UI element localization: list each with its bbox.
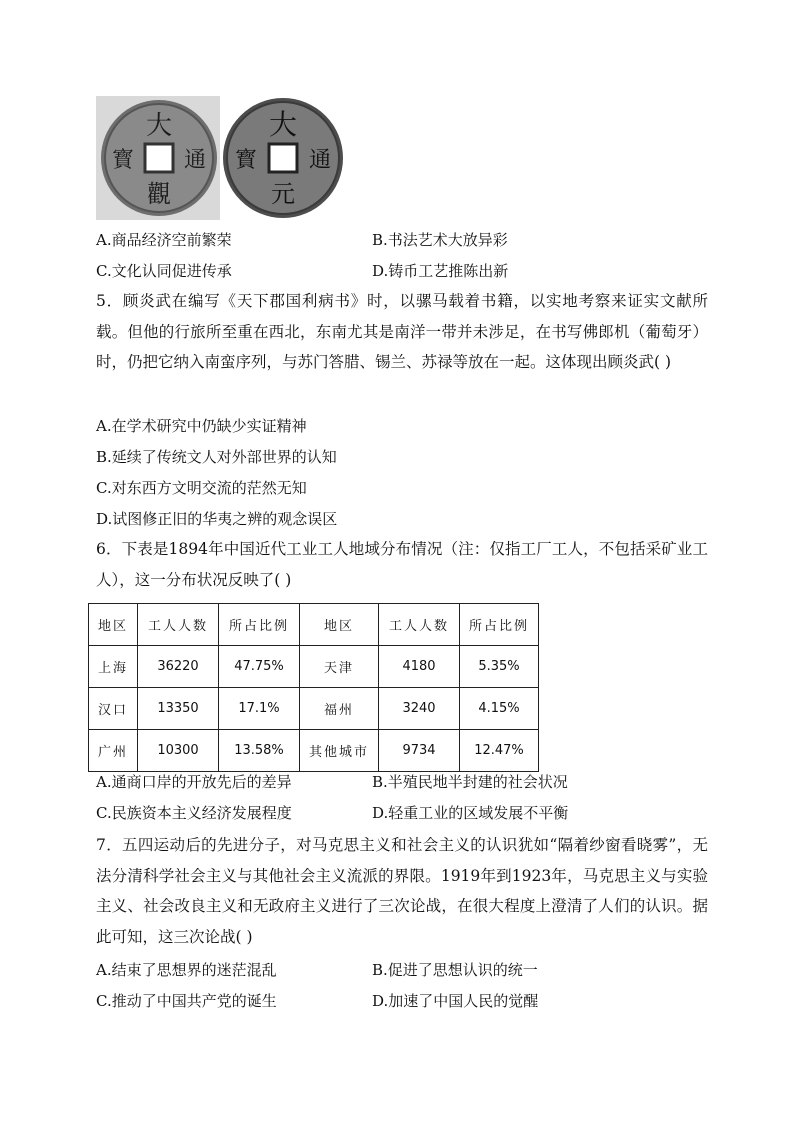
table-row	[89, 688, 539, 730]
header-cell: 工人人数	[379, 604, 460, 646]
q6-option-c[interactable]: C.民族资本主义经济发展程度	[96, 804, 292, 822]
table-cell: 47.75%	[219, 646, 300, 688]
q4-option-d[interactable]: D.铸币工艺推陈出新	[372, 262, 509, 280]
table-cell: 天津	[300, 646, 379, 688]
coin-photo-daguan	[96, 96, 222, 220]
coin-left-char-right: 通	[183, 148, 207, 173]
q5-option-a[interactable]: A.在学术研究中仍缺少实证精神	[96, 417, 307, 435]
coin-left-char-bottom: 觀	[147, 180, 171, 208]
q7-option-c[interactable]: C.推动了中国共产党的诞生	[96, 992, 277, 1010]
q7-stem: 7．五四运动后的先进分子，对马克思主义和社会主义的认识犹如“隔着纱窗看晓雾”，无法分清科学社会主义与其他社会主义流派的界限。1919年到1923年，马克思主义与实验主义、社会改良主义和无政府主义进行了三次论战，在很大程度上澄清了人们的认识。据此可知，这三次论战( )	[96, 836, 708, 946]
q7-option-a[interactable]: A.结束了思想界的迷茫混乱	[96, 961, 277, 979]
table-cell: 13350	[138, 688, 219, 730]
table-cell: 36220	[138, 646, 219, 688]
coin-right-char-bottom: 元	[271, 180, 295, 208]
table-cell: 9734	[379, 730, 460, 772]
table-cell: 汉口	[89, 688, 138, 730]
coin-dayuan-image	[220, 96, 346, 220]
q4-option-a[interactable]: A.商品经济空前繁荣	[96, 231, 232, 249]
q5-option-c[interactable]: C.对东西方文明交流的茫然无知	[96, 479, 307, 497]
header-cell: 地区	[300, 604, 379, 646]
table-cell: 4.15%	[460, 688, 539, 730]
worker-distribution-table	[88, 603, 539, 772]
q7-option-d[interactable]: D.加速了中国人民的觉醒	[372, 992, 539, 1010]
q6-option-b[interactable]: B.半殖民地半封建的社会状况	[372, 773, 568, 791]
q5-option-b[interactable]: B.延续了传统文人对外部世界的认知	[96, 448, 337, 466]
table-cell: 福州	[300, 688, 379, 730]
table-cell: 其他城市	[300, 730, 379, 772]
coin-right-char-left: 寳	[234, 148, 258, 173]
coin-right-char-right: 通	[308, 148, 332, 173]
coin-daguan-image	[96, 96, 222, 220]
q5-option-d[interactable]: D.试图修正旧的华夷之辨的观念误区	[96, 510, 338, 528]
table-cell: 10300	[138, 730, 219, 772]
table-header-row	[89, 604, 539, 646]
q4-option-b[interactable]: B.书法艺术大放异彩	[372, 231, 508, 249]
table-cell: 4180	[379, 646, 460, 688]
header-cell: 地区	[89, 604, 138, 646]
q6-stem: 6．下表是1894年中国近代工业工人地域分布情况（注：仅指工厂工人，不包括采矿业工人），这一分布状况反映了( )	[96, 540, 708, 589]
table-cell: 13.58%	[219, 730, 300, 772]
table-cell: 5.35%	[460, 646, 539, 688]
coin-left-char-top: 大	[145, 111, 173, 141]
header-cell: 所占比例	[219, 604, 300, 646]
coin-right-char-top: 大	[268, 108, 298, 141]
q6-option-a[interactable]: A.通商口岸的开放先后的差异	[96, 773, 292, 791]
coin-images	[96, 96, 356, 222]
q6-option-d[interactable]: D.轻重工业的区域发展不平衡	[372, 804, 569, 822]
coin-photo-dayuan	[220, 96, 346, 220]
table-cell: 广州	[89, 730, 138, 772]
header-cell: 工人人数	[138, 604, 219, 646]
header-cell: 所占比例	[460, 604, 539, 646]
table-cell: 3240	[379, 688, 460, 730]
table-row	[89, 730, 539, 772]
table-row	[89, 646, 539, 688]
table-cell: 17.1%	[219, 688, 300, 730]
table-cell: 12.47%	[460, 730, 539, 772]
table-cell: 上海	[89, 646, 138, 688]
coin-left-char-left: 寳	[111, 148, 135, 173]
q5-stem: 5．顾炎武在编写《天下郡国利病书》时，以骡马载着书籍，以实地考察来证实文献所载。但他的行旅所至重在西北，东南尤其是南洋一带并未涉足，在书写佛郎机（葡萄牙）时，仍把它纳入南蛮序列，与苏门答腊、锡兰、苏禄等放在一起。这体现出顾炎武( )	[96, 292, 708, 371]
q7-option-b[interactable]: B.促进了思想认识的统一	[372, 961, 538, 979]
q4-option-c[interactable]: C.文化认同促进传承	[96, 262, 232, 280]
